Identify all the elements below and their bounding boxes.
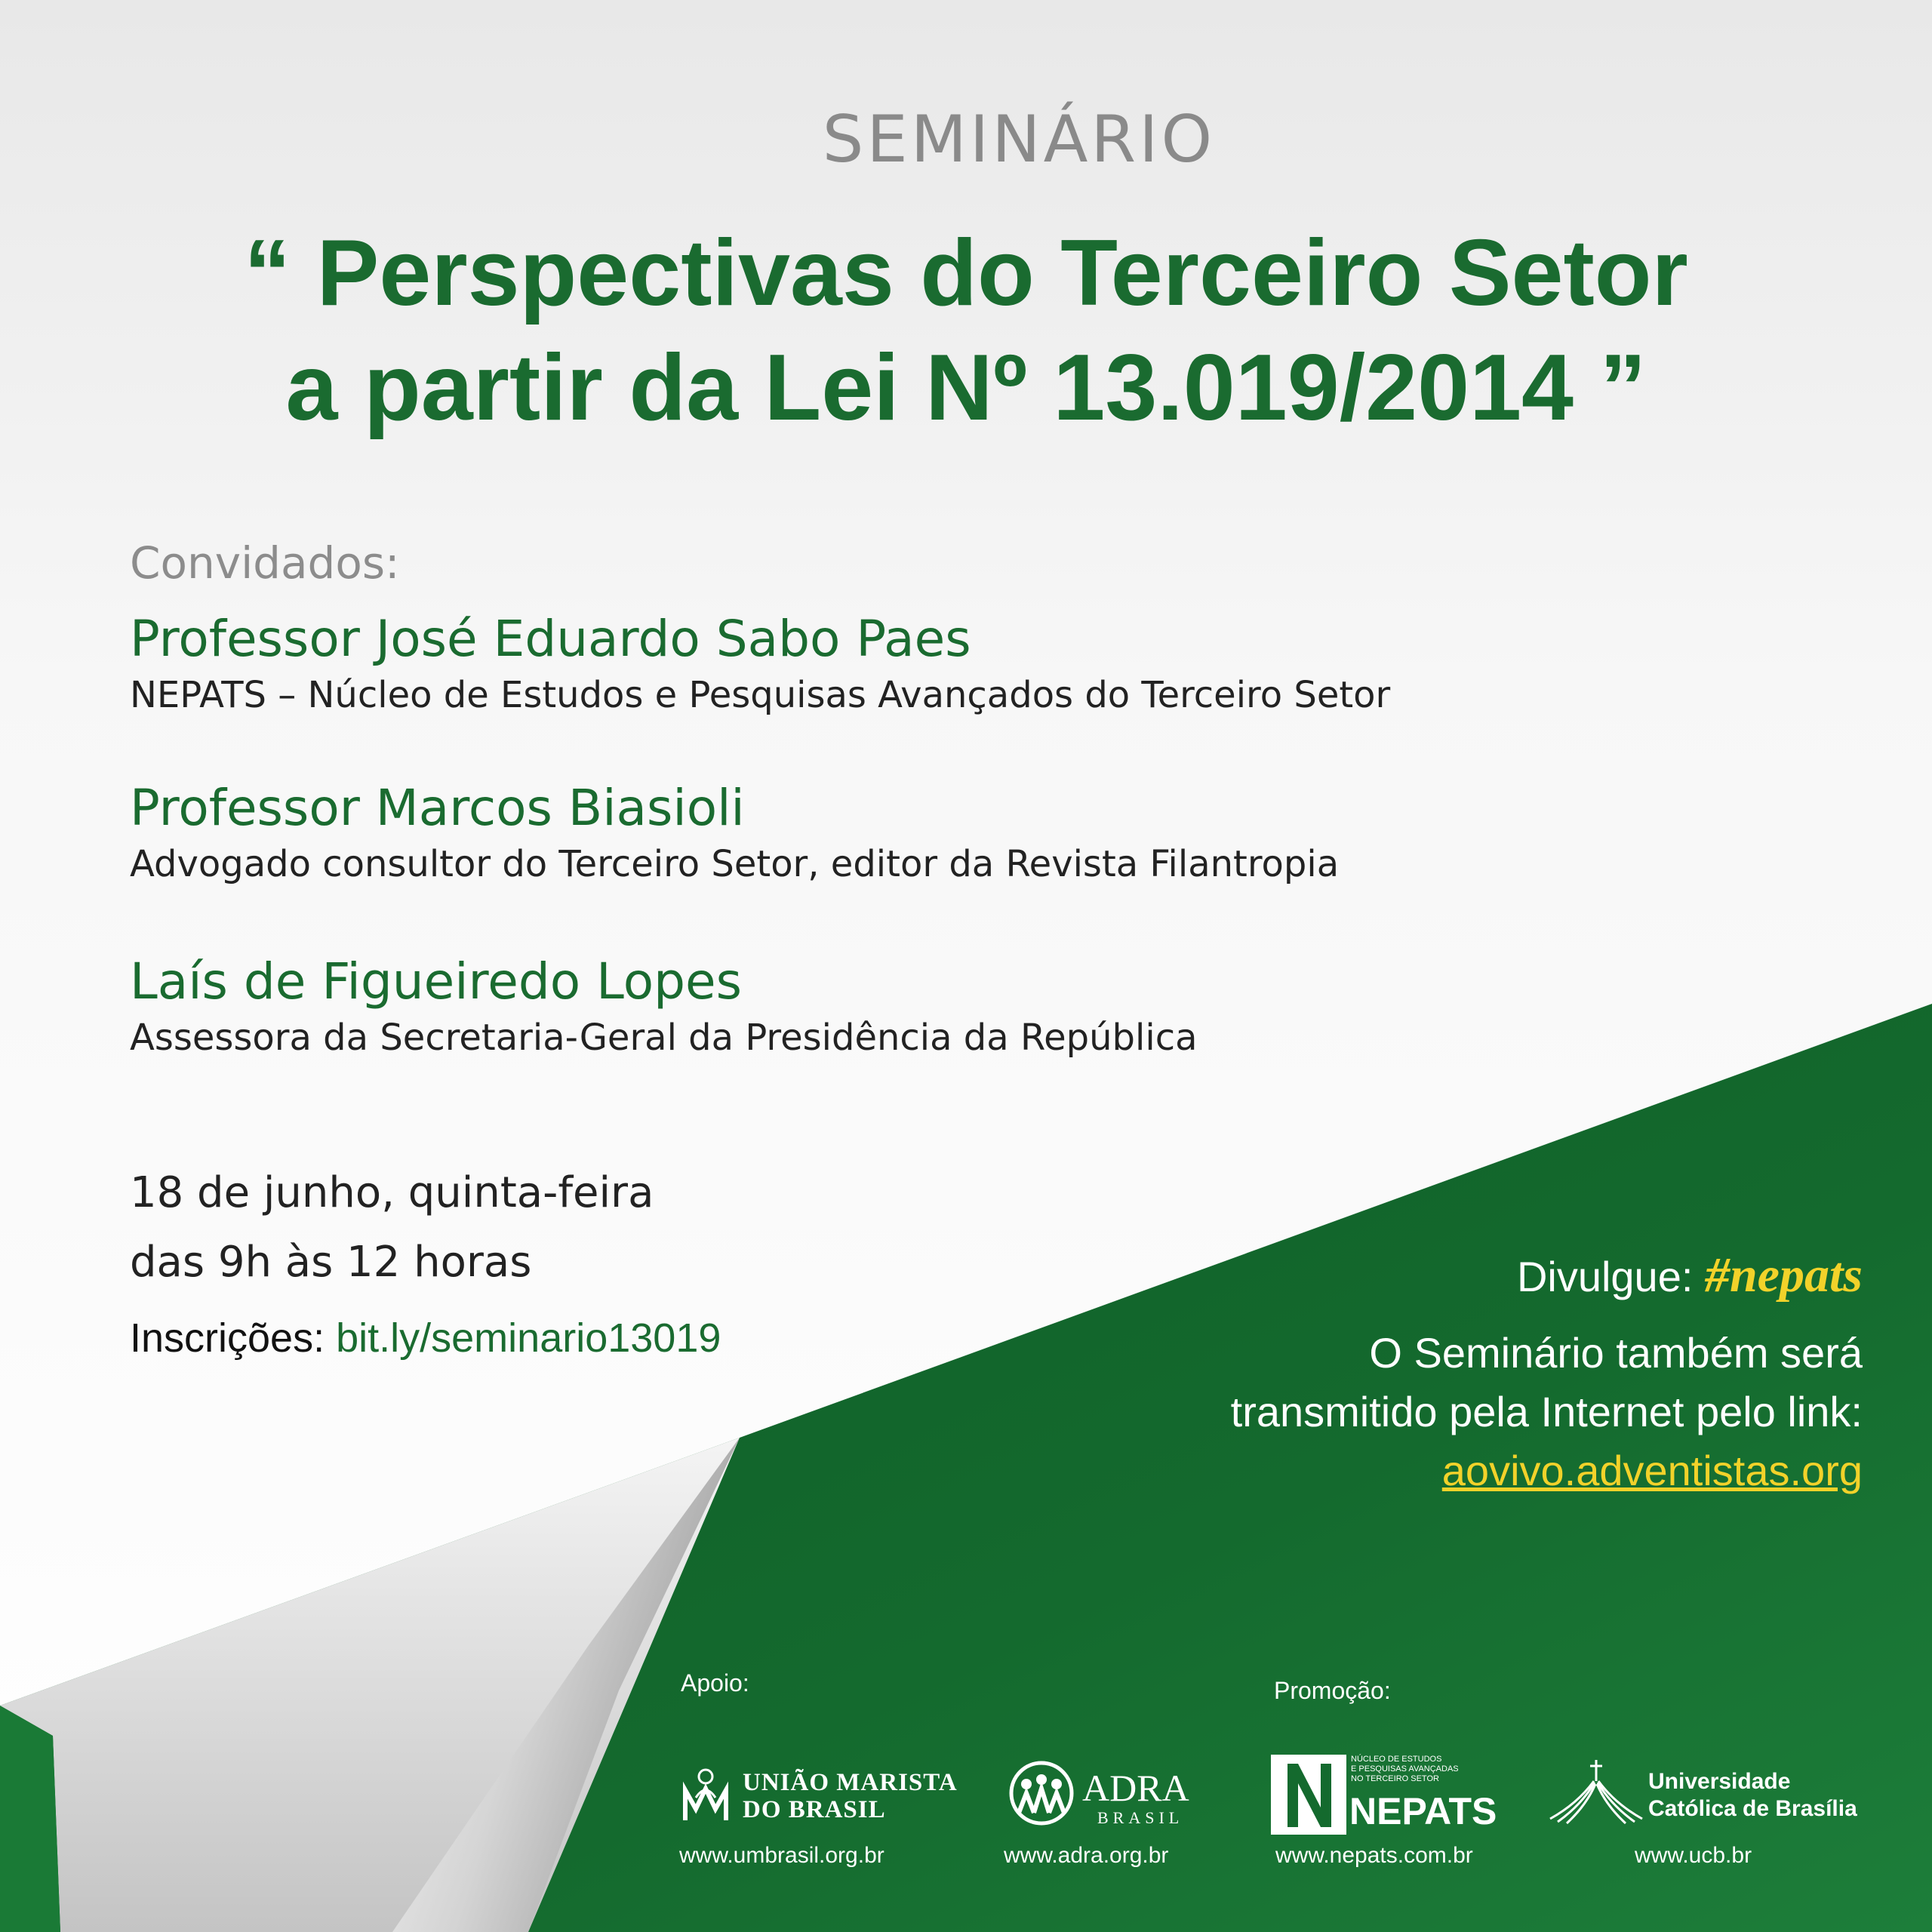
umbrasil-logo[interactable]: [679, 1764, 958, 1825]
share-label: Divulgue:: [1516, 1253, 1694, 1300]
promotion-label: Promoção:: [1274, 1677, 1391, 1704]
stream-line-1: O Seminário também será: [1369, 1329, 1863, 1377]
ucb-logo[interactable]: [1547, 1758, 1864, 1834]
guest-name: Professor Marcos Biasioli: [130, 779, 745, 837]
ucb-name-2: Católica de Brasília: [1648, 1796, 1857, 1821]
stream-line-2: transmitido pela Internet pelo link:: [1230, 1388, 1863, 1435]
event-date: 18 de junho, quinta-feira: [130, 1168, 654, 1217]
guest-name: Laís de Figueiredo Lopes: [130, 952, 742, 1011]
guest-role: Advogado consultor do Terceiro Setor, editor da Revista Filantropia: [130, 843, 1340, 885]
guest-name: Professor José Eduardo Sabo Paes: [130, 610, 971, 668]
adra-sub: BRASIL: [1097, 1808, 1184, 1827]
nepats-tag-1: NÚCLEO DE ESTUDOS: [1351, 1755, 1442, 1764]
adra-url[interactable]: www.adra.org.br: [1004, 1843, 1169, 1868]
nepats-tag-3: NO TERCEIRO SETOR: [1351, 1774, 1439, 1783]
umbrasil-url[interactable]: www.umbrasil.org.br: [679, 1843, 884, 1868]
marist-monogram-icon: [679, 1767, 732, 1825]
nepats-tag-2: E PESQUISAS AVANÇADAS: [1351, 1764, 1459, 1774]
adra-name: ADRA: [1082, 1767, 1189, 1809]
nepats-url[interactable]: www.nepats.com.br: [1275, 1843, 1473, 1868]
umbrasil-name-1: UNIÃO MARISTA: [743, 1769, 958, 1796]
registration-link[interactable]: bit.ly/seminario13019: [336, 1315, 721, 1361]
guests-label: Convidados:: [130, 537, 400, 589]
seminar-title-line-1: “ Perspectivas do Terceiro Setor: [244, 221, 1688, 325]
hashtag[interactable]: #nepats: [1704, 1247, 1863, 1303]
adra-logo[interactable]: [1004, 1758, 1189, 1834]
nepats-name: NEPATS: [1349, 1790, 1497, 1832]
support-label: Apoio:: [681, 1669, 749, 1697]
ucb-cathedral-icon: [1547, 1758, 1645, 1826]
registration-label: Inscrições:: [130, 1315, 325, 1361]
nepats-n-icon: [1271, 1755, 1346, 1835]
event-time: das 9h às 12 horas: [130, 1238, 532, 1287]
seminar-kicker: SEMINÁRIO: [822, 102, 1216, 177]
nepats-logo[interactable]: [1271, 1755, 1497, 1838]
seminar-title-line-2: a partir da Lei Nº 13.019/2014 ”: [285, 336, 1647, 440]
guest-role: NEPATS – Núcleo de Estudos e Pesquisas Avançados do Terceiro Setor: [130, 674, 1391, 716]
share-line: [1517, 1247, 1863, 1304]
adra-people-icon: [1004, 1760, 1079, 1826]
umbrasil-name-2: DO BRASIL: [743, 1796, 886, 1823]
guest-role: Assessora da Secretaria-Geral da Presidência da República: [130, 1017, 1198, 1059]
stream-link[interactable]: aovivo.adventistas.org: [1441, 1447, 1863, 1494]
ucb-name-1: Universidade: [1648, 1769, 1791, 1794]
ucb-url[interactable]: www.ucb.br: [1635, 1843, 1752, 1868]
registration: [130, 1315, 721, 1361]
